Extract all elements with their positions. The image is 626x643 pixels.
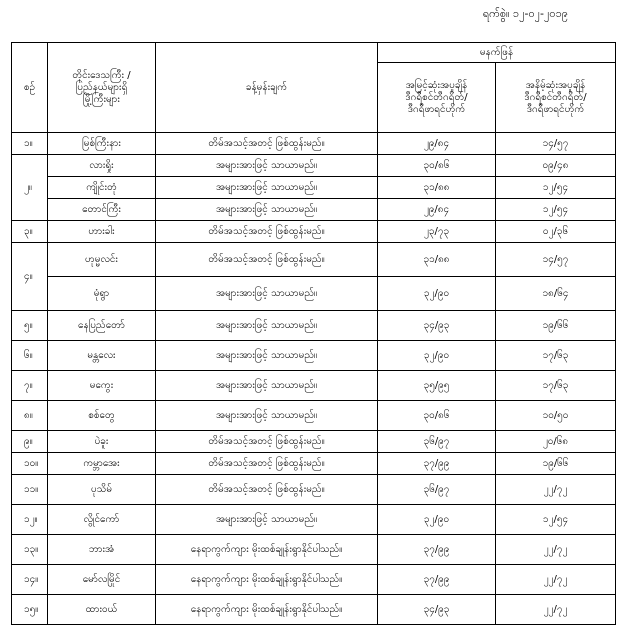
city-name: ပုသိမ် — [48, 475, 156, 505]
max-temp: ၃၄/၉၃ — [378, 311, 496, 341]
header-max-line-2: ဒီဂရီစင်တီဂရိတ်/ — [405, 91, 468, 103]
header-temperature: မနက်ဖြန် — [378, 43, 616, 63]
city-name: ဟားခါး — [48, 221, 156, 243]
header-min-line-2: ဒီဂရီစင်တီဂရိတ်/ — [524, 91, 587, 103]
max-temp: ၃၀/၈၆ — [378, 155, 496, 177]
row-number: ၈။ — [12, 401, 48, 431]
city-name: မြစ်ကြီးနား — [48, 133, 156, 155]
city-name: မန္တလေး — [48, 341, 156, 371]
row-number: ၁။ — [12, 133, 48, 155]
row-number: ၁၅။ — [12, 595, 48, 625]
header-region-line-3: မြို့ကြီးများ — [83, 93, 120, 105]
header-min-line-3: ဒီဂရီဖာရင်ဟိုက် — [526, 103, 585, 115]
header-max-line-3: ဒီဂရီဖာရင်ဟိုက် — [407, 103, 466, 115]
table-row — [12, 431, 616, 453]
row-number: ၅။ — [12, 311, 48, 341]
min-temp: ၂၂/၇၂ — [496, 475, 616, 505]
forecast-text: တိမ်အသင့်အတင့် ဖြစ်ထွန်းမည်။ — [156, 133, 378, 155]
city-name: လားရှိုး — [48, 155, 156, 177]
city-name: ဘားအံ — [48, 535, 156, 565]
header-region — [48, 43, 156, 133]
city-name: မကွေး — [48, 371, 156, 401]
table-row — [12, 243, 616, 277]
forecast-text: တိမ်အသင့်အတင့် ဖြစ်ထွန်းမည်။ — [156, 453, 378, 475]
forecast-text: အများအားဖြင့် သာယာမည်။ — [156, 505, 378, 535]
row-number: ၄။ — [12, 243, 48, 311]
city-name: ကျိုင်းတုံ — [48, 177, 156, 199]
min-temp: ၁၇/၆၃ — [496, 371, 616, 401]
city-name: လွိုင်ကော် — [48, 505, 156, 535]
min-temp: ၁၄/၅၇ — [496, 243, 616, 277]
row-number: ၇။ — [12, 371, 48, 401]
forecast-text: အများအားဖြင့် သာယာမည်။ — [156, 311, 378, 341]
table-row — [12, 565, 616, 595]
min-temp: ၂၂/၇၂ — [496, 535, 616, 565]
table-row — [12, 401, 616, 431]
city-name: မော်လမြိုင် — [48, 565, 156, 595]
min-temp: ၁၇/၆၃ — [496, 341, 616, 371]
city-name: စစ်တွေ — [48, 401, 156, 431]
max-temp: ၃၁/၈၈ — [378, 177, 496, 199]
header-region-line-1: တိုင်းဒေသကြီး / — [72, 69, 131, 81]
table-row — [12, 595, 616, 625]
table-row — [12, 453, 616, 475]
table-row — [12, 341, 616, 371]
min-temp: ၁၉/၆၆ — [496, 453, 616, 475]
max-temp: ၃၂/၉၀ — [378, 341, 496, 371]
forecast-text: တိမ်အသင့်အတင့် ဖြစ်ထွန်းမည်။ — [156, 475, 378, 505]
forecast-text: တိမ်အသင့်အတင့် ဖြစ်ထွန်းမည်။ — [156, 431, 378, 453]
min-temp: ၁၉/၆၆ — [496, 311, 616, 341]
max-temp: ၂၃/၇၃ — [378, 221, 496, 243]
max-temp: ၃၂/၉၀ — [378, 277, 496, 311]
row-number: ၂။ — [12, 155, 48, 221]
forecast-text: တိမ်အသင့်အတင့် ဖြစ်ထွန်းမည်။ — [156, 221, 378, 243]
table-row — [12, 221, 616, 243]
forecast-text: အများအားဖြင့် သာယာမည်။ — [156, 277, 378, 311]
min-temp: ၀၂/၃၆ — [496, 221, 616, 243]
row-number: ၃။ — [12, 221, 48, 243]
forecast-text: အများအားဖြင့် သာယာမည်။ — [156, 341, 378, 371]
min-temp: ၀၉/၄၈ — [496, 155, 616, 177]
city-name: ပဲခူး — [48, 431, 156, 453]
row-number: ၁၄။ — [12, 565, 48, 595]
forecast-text: နေရာကွက်ကျား မိုးထစ်ချုန်းရွာနိုင်ပါသည်။ — [156, 565, 378, 595]
forecast-text: အများအားဖြင့် သာယာမည်။ — [156, 155, 378, 177]
table-row — [12, 371, 616, 401]
forecast-text: အများအားဖြင့် သာယာမည်။ — [156, 199, 378, 221]
city-name: ကမ္ဘာအေး — [48, 453, 156, 475]
table-row — [12, 277, 616, 311]
forecast-text: တိမ်အသင့်အတင့် ဖြစ်ထွန်းမည်။ — [156, 243, 378, 277]
min-temp: ၁၂/၅၄ — [496, 505, 616, 535]
min-temp: ၁၈/၆၄ — [496, 277, 616, 311]
header-max-temp — [378, 63, 496, 133]
table-row — [12, 535, 616, 565]
row-number: ၁၂။ — [12, 505, 48, 535]
city-name: မုံရွာ — [48, 277, 156, 311]
table-row — [12, 133, 616, 155]
max-temp: ၃၂/၉၀ — [378, 505, 496, 535]
city-name: ဟုမ္မလင်း — [48, 243, 156, 277]
min-temp: ၁၄/၅၇ — [496, 133, 616, 155]
table-row — [12, 505, 616, 535]
table-row — [12, 199, 616, 221]
table-row — [12, 177, 616, 199]
city-name: တောင်ကြီး — [48, 199, 156, 221]
city-name: ထားဝယ် — [48, 595, 156, 625]
max-temp: ၃၆/၉၇ — [378, 475, 496, 505]
forecast-text: အများအားဖြင့် သာယာမည်။ — [156, 371, 378, 401]
forecast-text: အများအားဖြင့် သာယာမည်။ — [156, 401, 378, 431]
city-name: နေပြည်တော် — [48, 311, 156, 341]
header-min-line-1: အနိမ့်ဆုံးအပူချိန် — [525, 79, 586, 91]
max-temp: ၃၇/၉၉ — [378, 535, 496, 565]
table-row — [12, 311, 616, 341]
report-date: ရက်စွဲ။ ၁၂-၀၂-၂၀၁၉ — [482, 7, 568, 20]
min-temp: ၂၂/၇၂ — [496, 565, 616, 595]
min-temp: ၁၂/၅၄ — [496, 199, 616, 221]
header-no: စဉ် — [12, 43, 48, 133]
max-temp: ၃၆/၉၇ — [378, 431, 496, 453]
table-row — [12, 155, 616, 177]
forecast-text: နေရာကွက်ကျား မိုးထစ်ချုန်းရွာနိုင်ပါသည်။ — [156, 535, 378, 565]
header-max-line-1: အမြင့်ဆုံးအပူချိန် — [405, 79, 468, 91]
min-temp: ၂၀/၆၈ — [496, 431, 616, 453]
header-min-temp — [496, 63, 616, 133]
header-forecast: ခန့်မှန်းချက် — [156, 43, 378, 133]
max-temp: ၃၄/၉၃ — [378, 595, 496, 625]
max-temp: ၃၀/၈၆ — [378, 401, 496, 431]
row-number: ၁၃။ — [12, 535, 48, 565]
min-temp: ၁၂/၅၄ — [496, 177, 616, 199]
row-number: ၆။ — [12, 341, 48, 371]
min-temp: ၂၂/၇၂ — [496, 595, 616, 625]
weather-table — [11, 42, 616, 625]
max-temp: ၂၉/၈၄ — [378, 133, 496, 155]
max-temp: ၃၇/၉၉ — [378, 453, 496, 475]
max-temp: ၃၅/၉၅ — [378, 371, 496, 401]
max-temp: ၃၁/၈၈ — [378, 243, 496, 277]
max-temp: ၂၉/၈၄ — [378, 199, 496, 221]
row-number: ၁၀။ — [12, 453, 48, 475]
forecast-text: အများအားဖြင့် သာယာမည်။ — [156, 177, 378, 199]
max-temp: ၃၇/၉၉ — [378, 565, 496, 595]
row-number: ၁၁။ — [12, 475, 48, 505]
row-number: ၉။ — [12, 431, 48, 453]
forecast-text: နေရာကွက်ကျား မိုးထစ်ချုန်းရွာနိုင်ပါသည်။ — [156, 595, 378, 625]
min-temp: ၁၀/၅၀ — [496, 401, 616, 431]
weather-table-body — [12, 133, 616, 625]
header-region-line-2: ပြည်နယ်များရှိ — [75, 81, 128, 93]
table-row — [12, 475, 616, 505]
